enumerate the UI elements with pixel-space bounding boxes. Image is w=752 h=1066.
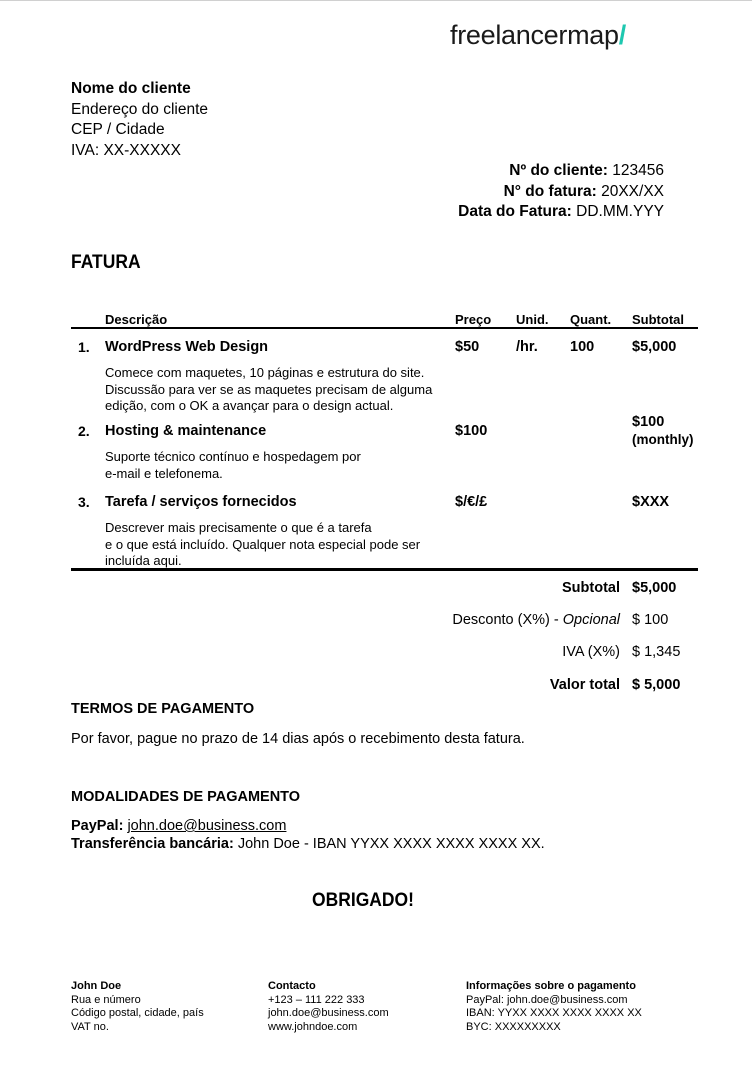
item-price: $50 <box>455 339 480 355</box>
total-value: $ 5,000 <box>632 677 681 693</box>
item-qty: 100 <box>570 339 595 355</box>
header-unit: Unid. <box>516 312 549 327</box>
item-title: WordPress Web Design <box>105 339 269 355</box>
subtotal-value: $5,000 <box>632 580 677 596</box>
terms-text: Por favor, pague no prazo de 14 dias após o recebimento desta fatura. <box>71 731 525 747</box>
client-number-row: Nº do cliente: 123456 <box>509 162 664 179</box>
item-subtotal: $5,000 <box>632 339 677 355</box>
header-qty: Quant. <box>570 312 612 327</box>
top-border <box>0 0 752 1</box>
invoice-meta <box>458 161 664 223</box>
vat-label: IVA (X%) <box>562 644 620 660</box>
item-description: Descrever mais precisamente o que é a tarefa e o que está incluído. Qualquer nota especial pode ser incluída aqui. <box>105 520 421 568</box>
paypal-row: PayPal: john.doe@business.com <box>71 818 287 834</box>
item-subtotal-note: (monthly) <box>632 432 694 447</box>
header-subtotal: Subtotal <box>632 312 684 327</box>
client-name: Nome do cliente <box>71 80 191 97</box>
item-number: 2. <box>78 423 90 439</box>
vat-value: $ 1,345 <box>632 644 681 660</box>
item-unit: /hr. <box>516 339 538 355</box>
freelancermap-logo: freelancermap/ <box>450 20 626 50</box>
table-bottom-divider <box>71 568 698 571</box>
discount-label: Desconto (X%) - Opcional <box>452 612 620 628</box>
item-number: 1. <box>78 339 90 355</box>
client-address: Endereço do cliente <box>71 100 209 118</box>
discount-value: $ 100 <box>632 612 669 628</box>
bank-transfer-row: Transferência bancária: John Doe - IBAN YYXX XXXX XXXX XXXX XX. <box>71 836 545 852</box>
paypal-email-link[interactable]: john.doe@business.com <box>127 818 287 834</box>
header-description: Descrição <box>105 312 168 327</box>
item-price: $100 <box>455 423 488 439</box>
item-subtotal: $XXX <box>632 494 670 510</box>
client-city: CEP / Cidade <box>71 121 165 138</box>
invoice-date-row: Data do Fatura: DD.MM.YYY <box>458 203 664 220</box>
item-description: Comece com maquetes, 10 páginas e estrutura do site. Discussão para ver se as maquetes precisam de alguma edição, com o OK a avançar para o design actual. <box>105 365 433 413</box>
item-title: Tarefa / serviços fornecidos <box>105 494 297 510</box>
thank-you-message: OBRIGADO! <box>312 890 414 911</box>
invoice-title: FATURA <box>71 252 141 273</box>
terms-title: TERMOS DE PAGAMENTO <box>71 701 255 717</box>
total-label: Valor total <box>549 677 620 693</box>
item-title: Hosting & maintenance <box>105 423 267 439</box>
subtotal-label: Subtotal <box>562 580 620 596</box>
header-divider <box>71 327 698 329</box>
payment-title: MODALIDADES DE PAGAMENTO <box>71 789 301 805</box>
item-price: $/€/£ <box>455 494 488 510</box>
footer-column-contact: Contacto +123 – 111 222 333 john.doe@business.com www.johndoe.com <box>268 980 389 1033</box>
item-description: Suporte técnico contínuo e hospedagem por e-mail e telefonema. <box>105 449 361 481</box>
footer-column-name: John Doe Rua e número Código postal, cidade, país VAT no. <box>71 980 204 1033</box>
footer-column-payment-info: Informações sobre o pagamento PayPal: john.doe@business.com IBAN: YYXX XXXX XXXX XXXX XX BYC: XXXXXXXXX <box>466 980 642 1033</box>
header-price: Preço <box>455 312 492 327</box>
item-subtotal: $100 <box>632 414 665 430</box>
invoice-number-row: N° do fatura: 20XX/XX <box>503 182 664 200</box>
client-vat: IVA: XX-XXXXX <box>71 141 181 159</box>
client-address-block <box>71 79 208 161</box>
item-number: 3. <box>78 494 90 510</box>
